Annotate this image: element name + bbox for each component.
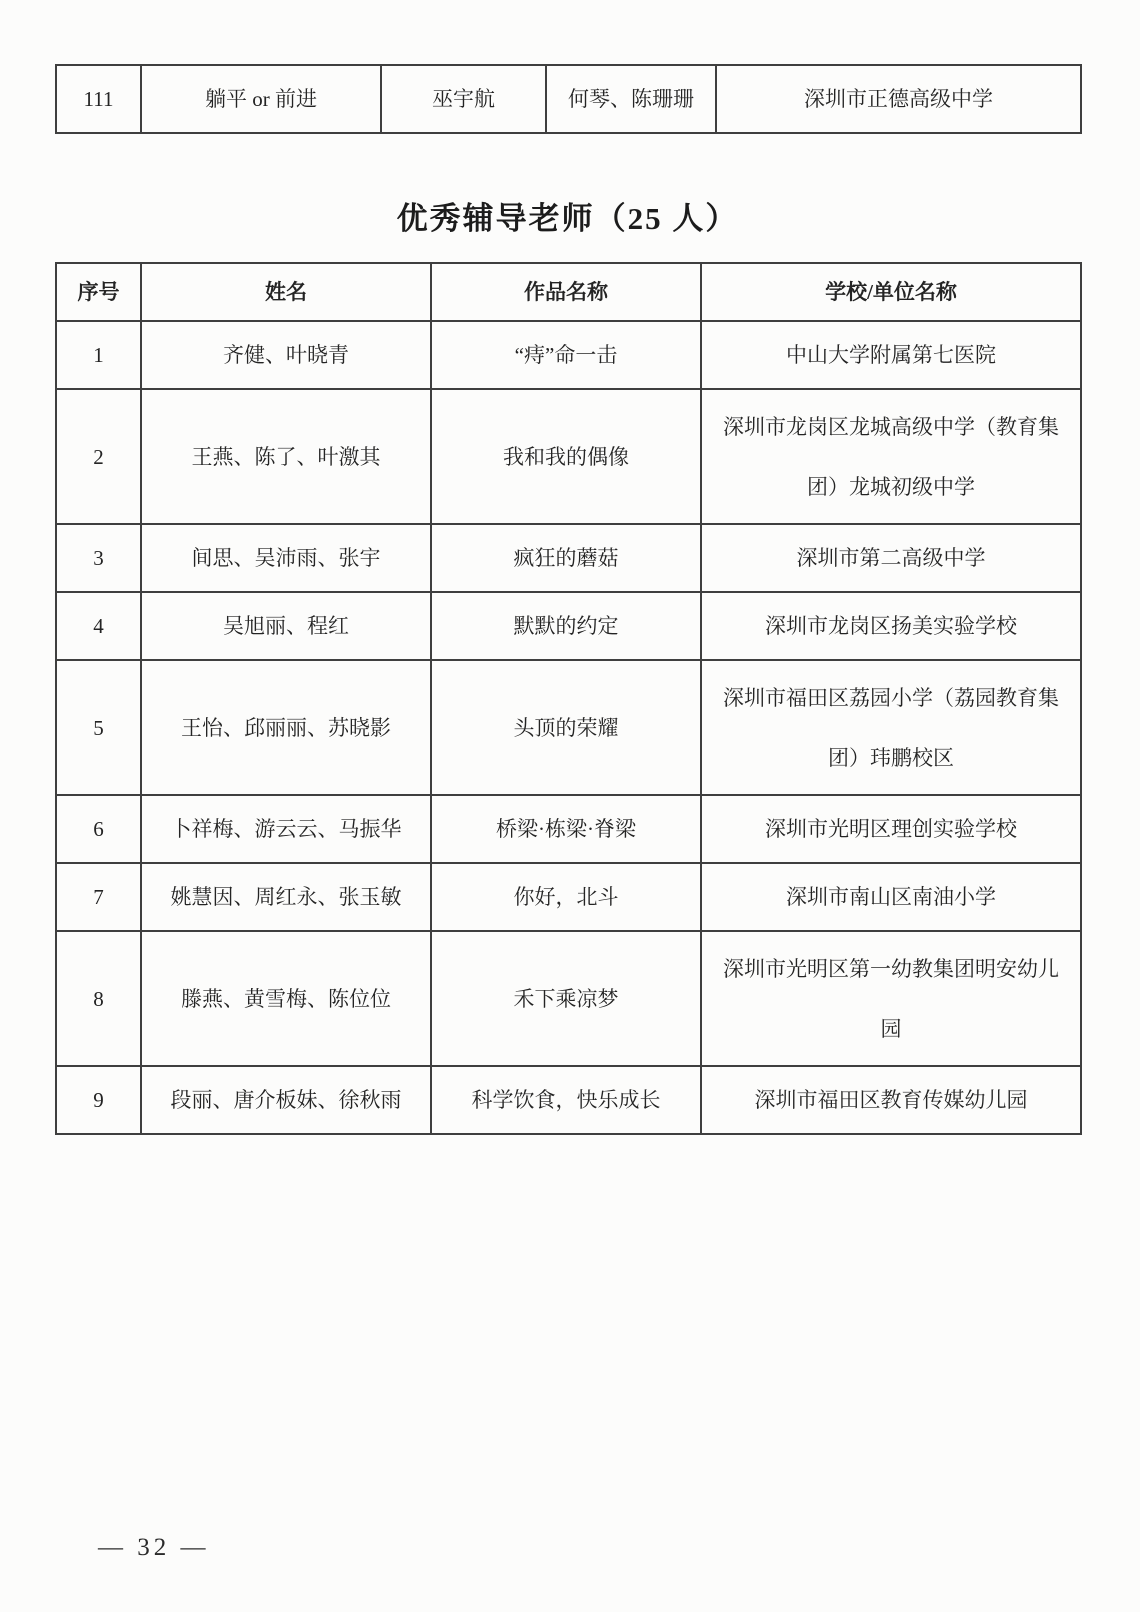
cell-work-title: 桥梁·栋梁·脊梁 [431,795,701,863]
cell-name: 齐健、叶晓青 [141,321,431,389]
cell-name: 吴旭丽、程红 [141,592,431,660]
cell-work-title: 我和我的偶像 [431,389,701,524]
cell-school: 深圳市福田区荔园小学（荔园教育集团）玮鹏校区 [701,660,1081,795]
cell-school: 深圳市南山区南油小学 [701,863,1081,931]
table-row [56,389,1081,524]
cell-name: 段丽、唐介板妹、徐秋雨 [141,1066,431,1134]
cell-school: 深圳市福田区教育传媒幼儿园 [701,1066,1081,1134]
cell-school: 深圳市第二高级中学 [701,524,1081,592]
table-row [56,863,1081,931]
cell-name: 卜祥梅、游云云、马振华 [141,795,431,863]
page-number: — 32 — [98,1534,210,1561]
cell-work-title: “痔”命一击 [431,321,701,389]
cell-teachers: 何琴、陈珊珊 [546,65,716,133]
cell-work-title: 头顶的荣耀 [431,660,701,795]
table-header-row [56,263,1081,321]
cell-school: 深圳市光明区理创实验学校 [701,795,1081,863]
cell-author: 巫宇航 [381,65,546,133]
cell-work-title: 默默的约定 [431,592,701,660]
header-no: 序号 [56,263,141,321]
cell-school: 深圳市光明区第一幼教集团明安幼儿园 [701,931,1081,1066]
cell-work-title: 躺平 or 前进 [141,65,381,133]
table-row [56,524,1081,592]
cell-school: 中山大学附属第七医院 [701,321,1081,389]
section-title: 优秀辅导老师（25 人） [396,201,739,236]
cell-name: 姚慧因、周红永、张玉敏 [141,863,431,931]
cell-name: 间思、吴沛雨、张宇 [141,524,431,592]
cell-work-title: 疯狂的蘑菇 [431,524,701,592]
cell-work-title: 你好，北斗 [431,863,701,931]
cell-school: 深圳市正德高级中学 [716,65,1081,133]
cell-no: 4 [56,592,141,660]
cell-no: 9 [56,1066,141,1134]
table-row [56,321,1081,389]
excellent-tutors-table [55,262,1082,1135]
cell-no: 8 [56,931,141,1066]
table-row [56,660,1081,795]
header-school: 学校/单位名称 [701,263,1081,321]
cell-work-title: 科学饮食，快乐成长 [431,1066,701,1134]
table-row [56,1066,1081,1134]
cell-no: 7 [56,863,141,931]
previous-awards-table [55,64,1082,134]
cell-no: 1 [56,321,141,389]
cell-school: 深圳市龙岗区扬美实验学校 [701,592,1081,660]
cell-name: 王燕、陈了、叶激其 [141,389,431,524]
table-row [56,931,1081,1066]
cell-no: 3 [56,524,141,592]
cell-name: 滕燕、黄雪梅、陈位位 [141,931,431,1066]
cell-name: 王怡、邱丽丽、苏晓影 [141,660,431,795]
header-work: 作品名称 [431,263,701,321]
table-row [56,795,1081,863]
cell-school: 深圳市龙岗区龙城高级中学（教育集团）龙城初级中学 [701,389,1081,524]
cell-no: 111 [56,65,141,133]
table-row [56,65,1081,133]
cell-no: 6 [56,795,141,863]
cell-work-title: 禾下乘凉梦 [431,931,701,1066]
cell-no: 2 [56,389,141,524]
cell-no: 5 [56,660,141,795]
header-name: 姓名 [141,263,431,321]
table-row [56,592,1081,660]
